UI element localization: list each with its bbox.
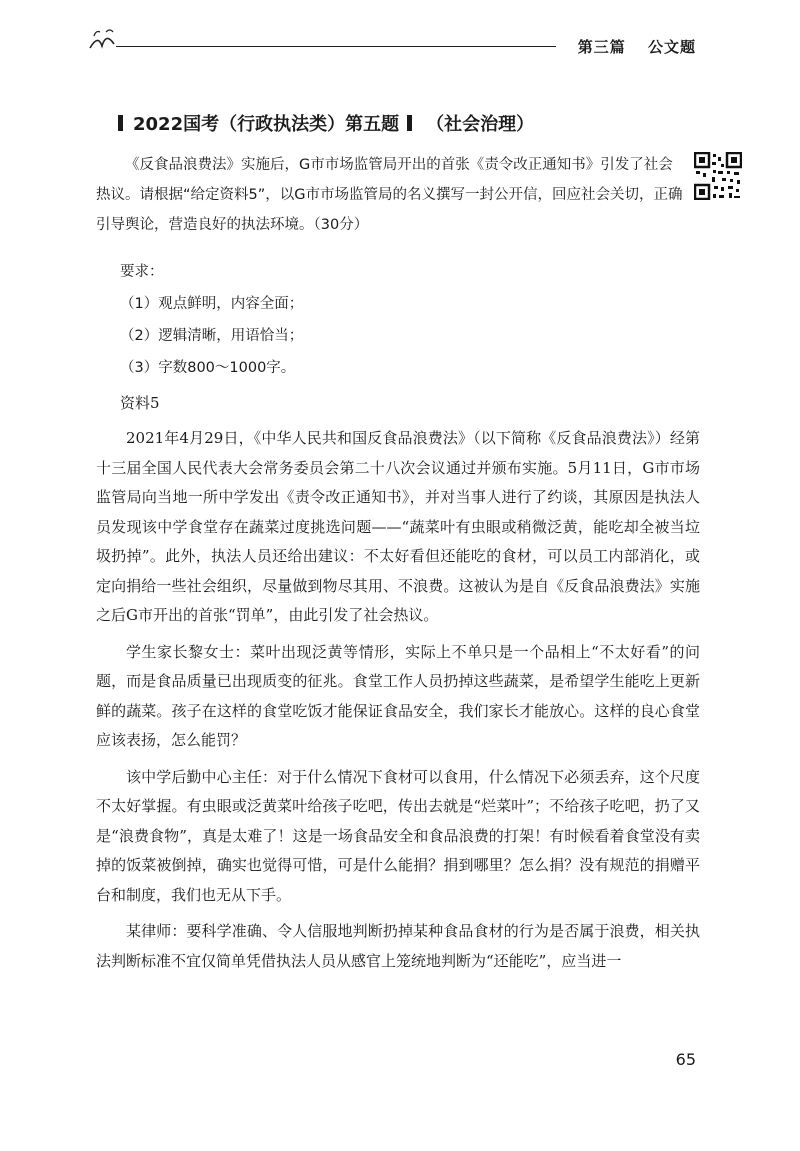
question-heading	[118, 110, 534, 136]
material-body	[96, 424, 700, 983]
heading-bar-left	[118, 115, 123, 131]
requirement-item: （3）字数800～1000字。	[120, 360, 296, 376]
material-paragraph: 该中学后勤中心主任：对于什么情况下食材可以食用，什么情况下必须丢弃，这个尺度不太好掌握。有虫眼或泛黄菜叶给孩子吃吧，传出去就是“烂菜叶”；不给孩子吃吧，扔了又是“浪费食物”，真是太难了！这是一场食品安全和食品浪费的打架！有时候看着食堂没有卖掉的饭菜被倒掉，确实也觉得可惜，可是什么能捐？捐到哪里？怎么捐？没有规范的捐赠平台和制度，我们也无从下手。	[96, 767, 700, 904]
requirements-block	[120, 256, 303, 384]
requirements-label: 要求：	[120, 264, 164, 280]
prompt-text: 《反食品浪费法》实施后，G市市场监管局开出的首张《责令改正通知书》引发了社会热议。请根据“给定资料5”，以G市市场监管局的名义撰写一封公开信，回应社会关切，正确引导舆论，营造良好的执法环境。（30分）	[96, 157, 683, 233]
material-label: 资料5	[120, 394, 160, 412]
heading-bar-right	[407, 115, 412, 131]
leaf-ornament-icon	[88, 26, 118, 52]
qr-code-icon	[694, 152, 742, 200]
header-rule	[116, 46, 556, 47]
header-section-title	[578, 36, 696, 57]
material-paragraph: 某律师：要科学准确、令人信服地判断扔掉某种食品食材的行为是否属于浪费，相关执法判断标准不宜仅简单凭借执法人员从感官上笼统地判断为“还能吃”，应当进一	[96, 922, 700, 970]
question-topic: （社会治理）	[426, 114, 535, 135]
header-part: 第三篇	[577, 38, 626, 56]
material-paragraph: 2021年4月29日，《中华人民共和国反食品浪费法》（以下简称《反食品浪费法》）经第十三届全国人民代表大会常务委员会第二十八次会议通过并颁布实施。5月11日，G市市场监管局向当地一所中学发出《责令改正通知书》，并对当事人进行了约谈，其原因是执法人员发现该中学食堂存在蔬菜过度挑选问题——“蔬菜叶有虫眼或稍微泛黄，能吃却全被当垃圾扔掉”。此外，执法人员还给出建议：不太好看但还能吃的食材，可以员工内部消化，或定向捐给一些社会组织，尽量做到物尽其用、不浪费。这被认为是自《反食品浪费法》实施之后G市开出的首张“罚单”，由此引发了社会热议。	[96, 429, 700, 624]
page-number: 65	[675, 1050, 696, 1069]
requirement-item: （1）观点鲜明，内容全面；	[120, 296, 304, 312]
header-section: 公文题	[647, 38, 696, 56]
question-title: 2022国考（行政执法类）第五题	[133, 114, 400, 135]
question-prompt	[96, 150, 684, 240]
running-header	[88, 22, 708, 62]
requirement-item: （2）逻辑清晰，用语恰当；	[120, 328, 304, 344]
material-paragraph: 学生家长黎女士：菜叶出现泛黄等情形，实际上不单只是一个品相上“不太好看”的问题，而是食品质量已出现质变的征兆。食堂工作人员扔掉这些蔬菜，是希望学生能吃上更新鲜的蔬菜。孩子在这样的食堂吃饭才能保证食品安全，我们家长才能放心。这样的良心食堂应该表扬，怎么能罚？	[96, 642, 700, 749]
